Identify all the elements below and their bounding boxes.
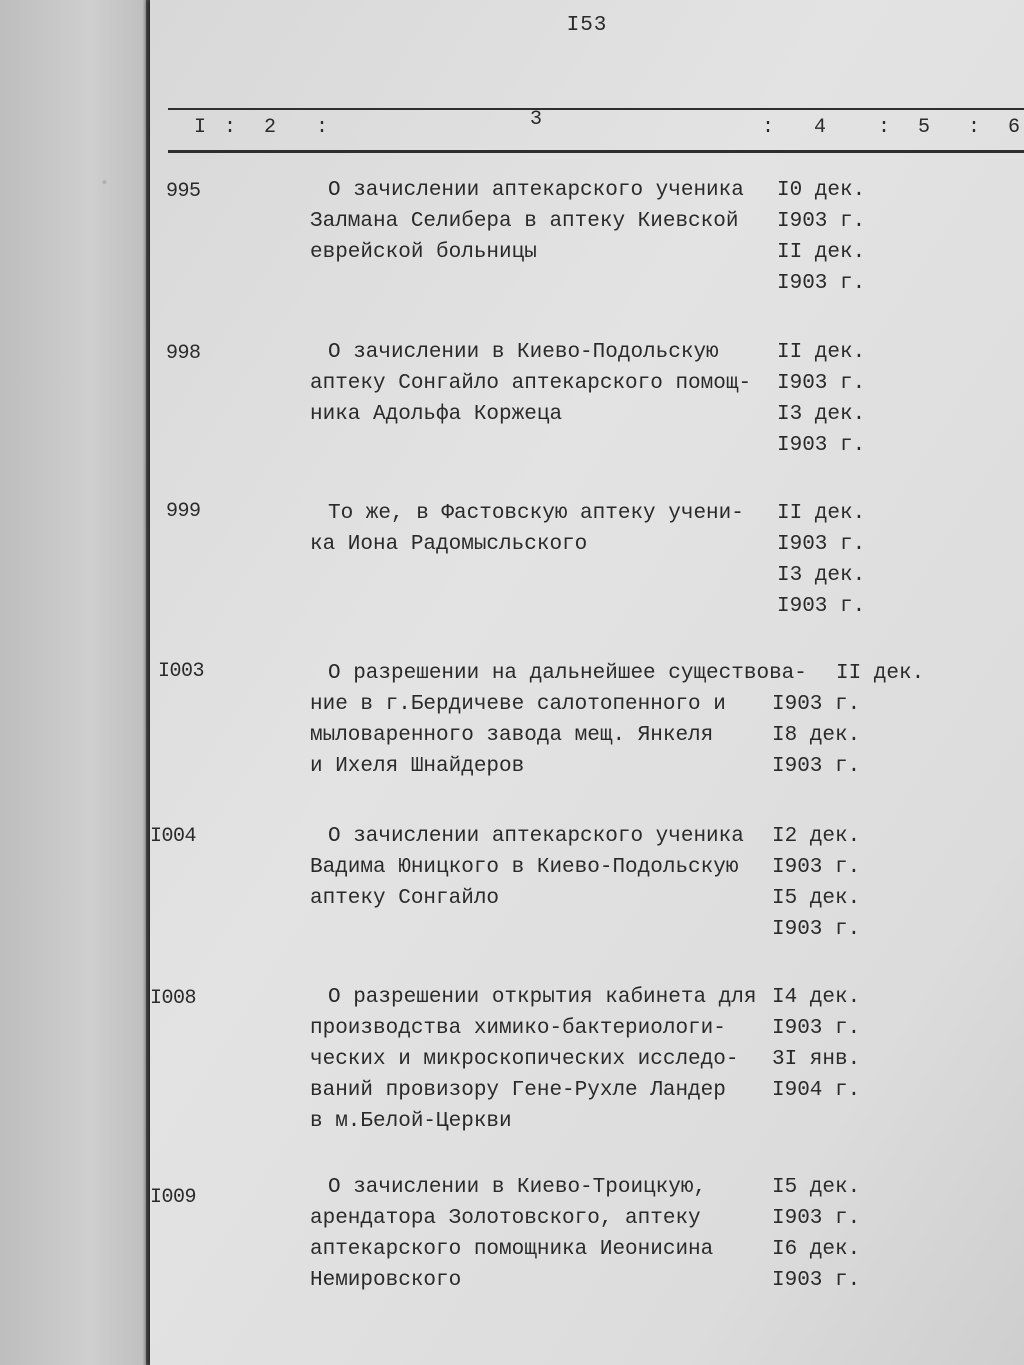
entry-dates <box>772 982 860 1106</box>
entry-number: 998 <box>166 342 201 365</box>
date-line: I903 г. <box>777 595 866 618</box>
column-1-header: I <box>194 116 207 139</box>
entry-number: I008 <box>150 987 197 1010</box>
entry-dates <box>772 1172 860 1296</box>
date-line: I0 дек. <box>777 179 866 202</box>
date-line: I6 дек. <box>772 1238 861 1261</box>
column-separator: : <box>878 116 891 139</box>
description-line: аптеку Сонгайло <box>310 887 500 910</box>
description-line: О зачислении в Киево-Троицкую, <box>328 1176 707 1199</box>
description-line: еврейской больницы <box>310 241 537 264</box>
date-line: I903 г. <box>772 918 861 941</box>
date-line: I903 г. <box>777 533 866 556</box>
description-line: в м.Белой-Церкви <box>310 1110 512 1133</box>
description-line: ние в г.Бердичеве салотопенного и <box>310 693 726 716</box>
date-line: I5 дек. <box>772 1176 861 1199</box>
description-line: производства химико-бактериологи- <box>310 1017 726 1040</box>
column-5-header: 5 <box>918 116 931 139</box>
header-top-rule <box>168 108 1024 110</box>
column-separator: : <box>762 116 775 139</box>
date-line: I903 г. <box>772 1269 861 1292</box>
description-line: То же, в Фастовскую аптеку учени- <box>328 502 744 525</box>
entry-dates <box>777 337 865 461</box>
date-line: I4 дек. <box>772 986 861 1009</box>
date-line: I8 дек. <box>772 724 861 747</box>
description-line: арендатора Золотовского, аптеку <box>310 1207 701 1230</box>
description-line: О зачислении аптекарского ученика <box>328 179 744 202</box>
document-page <box>150 0 1024 1365</box>
entry-number: I003 <box>158 660 205 683</box>
date-line: I903 г. <box>777 210 866 233</box>
date-line: II дек. <box>777 502 866 525</box>
date-line: I903 г. <box>772 856 861 879</box>
column-separator: : <box>316 116 329 139</box>
entry-description <box>310 337 780 430</box>
description-line: и Ихеля Шнайдеров <box>310 755 525 778</box>
column-6-header: 6 <box>1008 116 1021 139</box>
date-line: I903 г. <box>777 434 866 457</box>
description-line: мыловаренного завода мещ. Янкеля <box>310 724 714 747</box>
description-line: ка Иона Радомысльского <box>310 533 588 556</box>
date-line: I904 г. <box>772 1079 861 1102</box>
entry-dates <box>772 658 924 782</box>
entry-description <box>310 1172 780 1296</box>
entry-description <box>310 982 780 1137</box>
description-line: аптеку Сонгайло аптекарского помощ- <box>310 372 752 395</box>
date-line: I3 дек. <box>777 403 866 426</box>
description-line: Немировского <box>310 1269 462 1292</box>
date-line: I903 г. <box>772 1017 861 1040</box>
entry-description <box>310 175 780 268</box>
description-line: О зачислении аптекарского ученика <box>328 825 744 848</box>
date-line: I3 дек. <box>777 564 866 587</box>
entry-description <box>310 821 780 914</box>
entry-number: 995 <box>166 180 201 203</box>
description-line: ческих и микроскопических исследо- <box>310 1048 739 1071</box>
column-3-header: 3 <box>530 108 543 131</box>
page-number: I53 <box>566 14 608 37</box>
description-line: ника Адольфа Коржеца <box>310 403 563 426</box>
date-line: I903 г. <box>772 755 861 778</box>
date-line: I5 дек. <box>772 887 861 910</box>
date-line: I903 г. <box>772 1207 861 1230</box>
description-line: О разрешении открытия кабинета для <box>328 986 757 1009</box>
entry-description <box>310 658 807 782</box>
description-line: О зачислении в Киево-Подольскую <box>328 341 719 364</box>
entry-dates <box>772 821 860 945</box>
description-line: ваний провизору Гене-Рухле Ландер <box>310 1079 726 1102</box>
description-line: Вадима Юницкого в Киево-Подольскую <box>310 856 739 879</box>
description-line: Залмана Селибера в аптеку Киевской <box>310 210 739 233</box>
date-line: 3I янв. <box>772 1048 861 1071</box>
column-2-header: 2 <box>264 116 277 139</box>
column-separator: : <box>224 116 237 139</box>
entry-description <box>310 498 780 560</box>
description-line: О разрешении на дальнейшее существова- <box>328 662 807 685</box>
previous-page-edge <box>0 0 150 1365</box>
bleed-through-mark: • <box>99 174 110 193</box>
date-line: II дек. <box>777 241 866 264</box>
date-line: II дек. <box>777 341 866 364</box>
header-bottom-rule <box>168 150 1024 153</box>
date-line: II дек. <box>836 662 925 685</box>
date-line: I2 дек. <box>772 825 861 848</box>
date-line: I903 г. <box>777 272 866 295</box>
date-line: I903 г. <box>772 693 861 716</box>
entry-number: I009 <box>150 1186 197 1209</box>
entry-dates <box>777 498 865 622</box>
date-line: I903 г. <box>777 372 866 395</box>
column-separator: : <box>968 116 981 139</box>
entry-number: I004 <box>150 825 197 848</box>
description-line: аптекарского помощника Иеонисина <box>310 1238 714 1261</box>
entry-number: 999 <box>166 500 201 523</box>
column-4-header: 4 <box>814 116 827 139</box>
entry-dates <box>777 175 865 299</box>
